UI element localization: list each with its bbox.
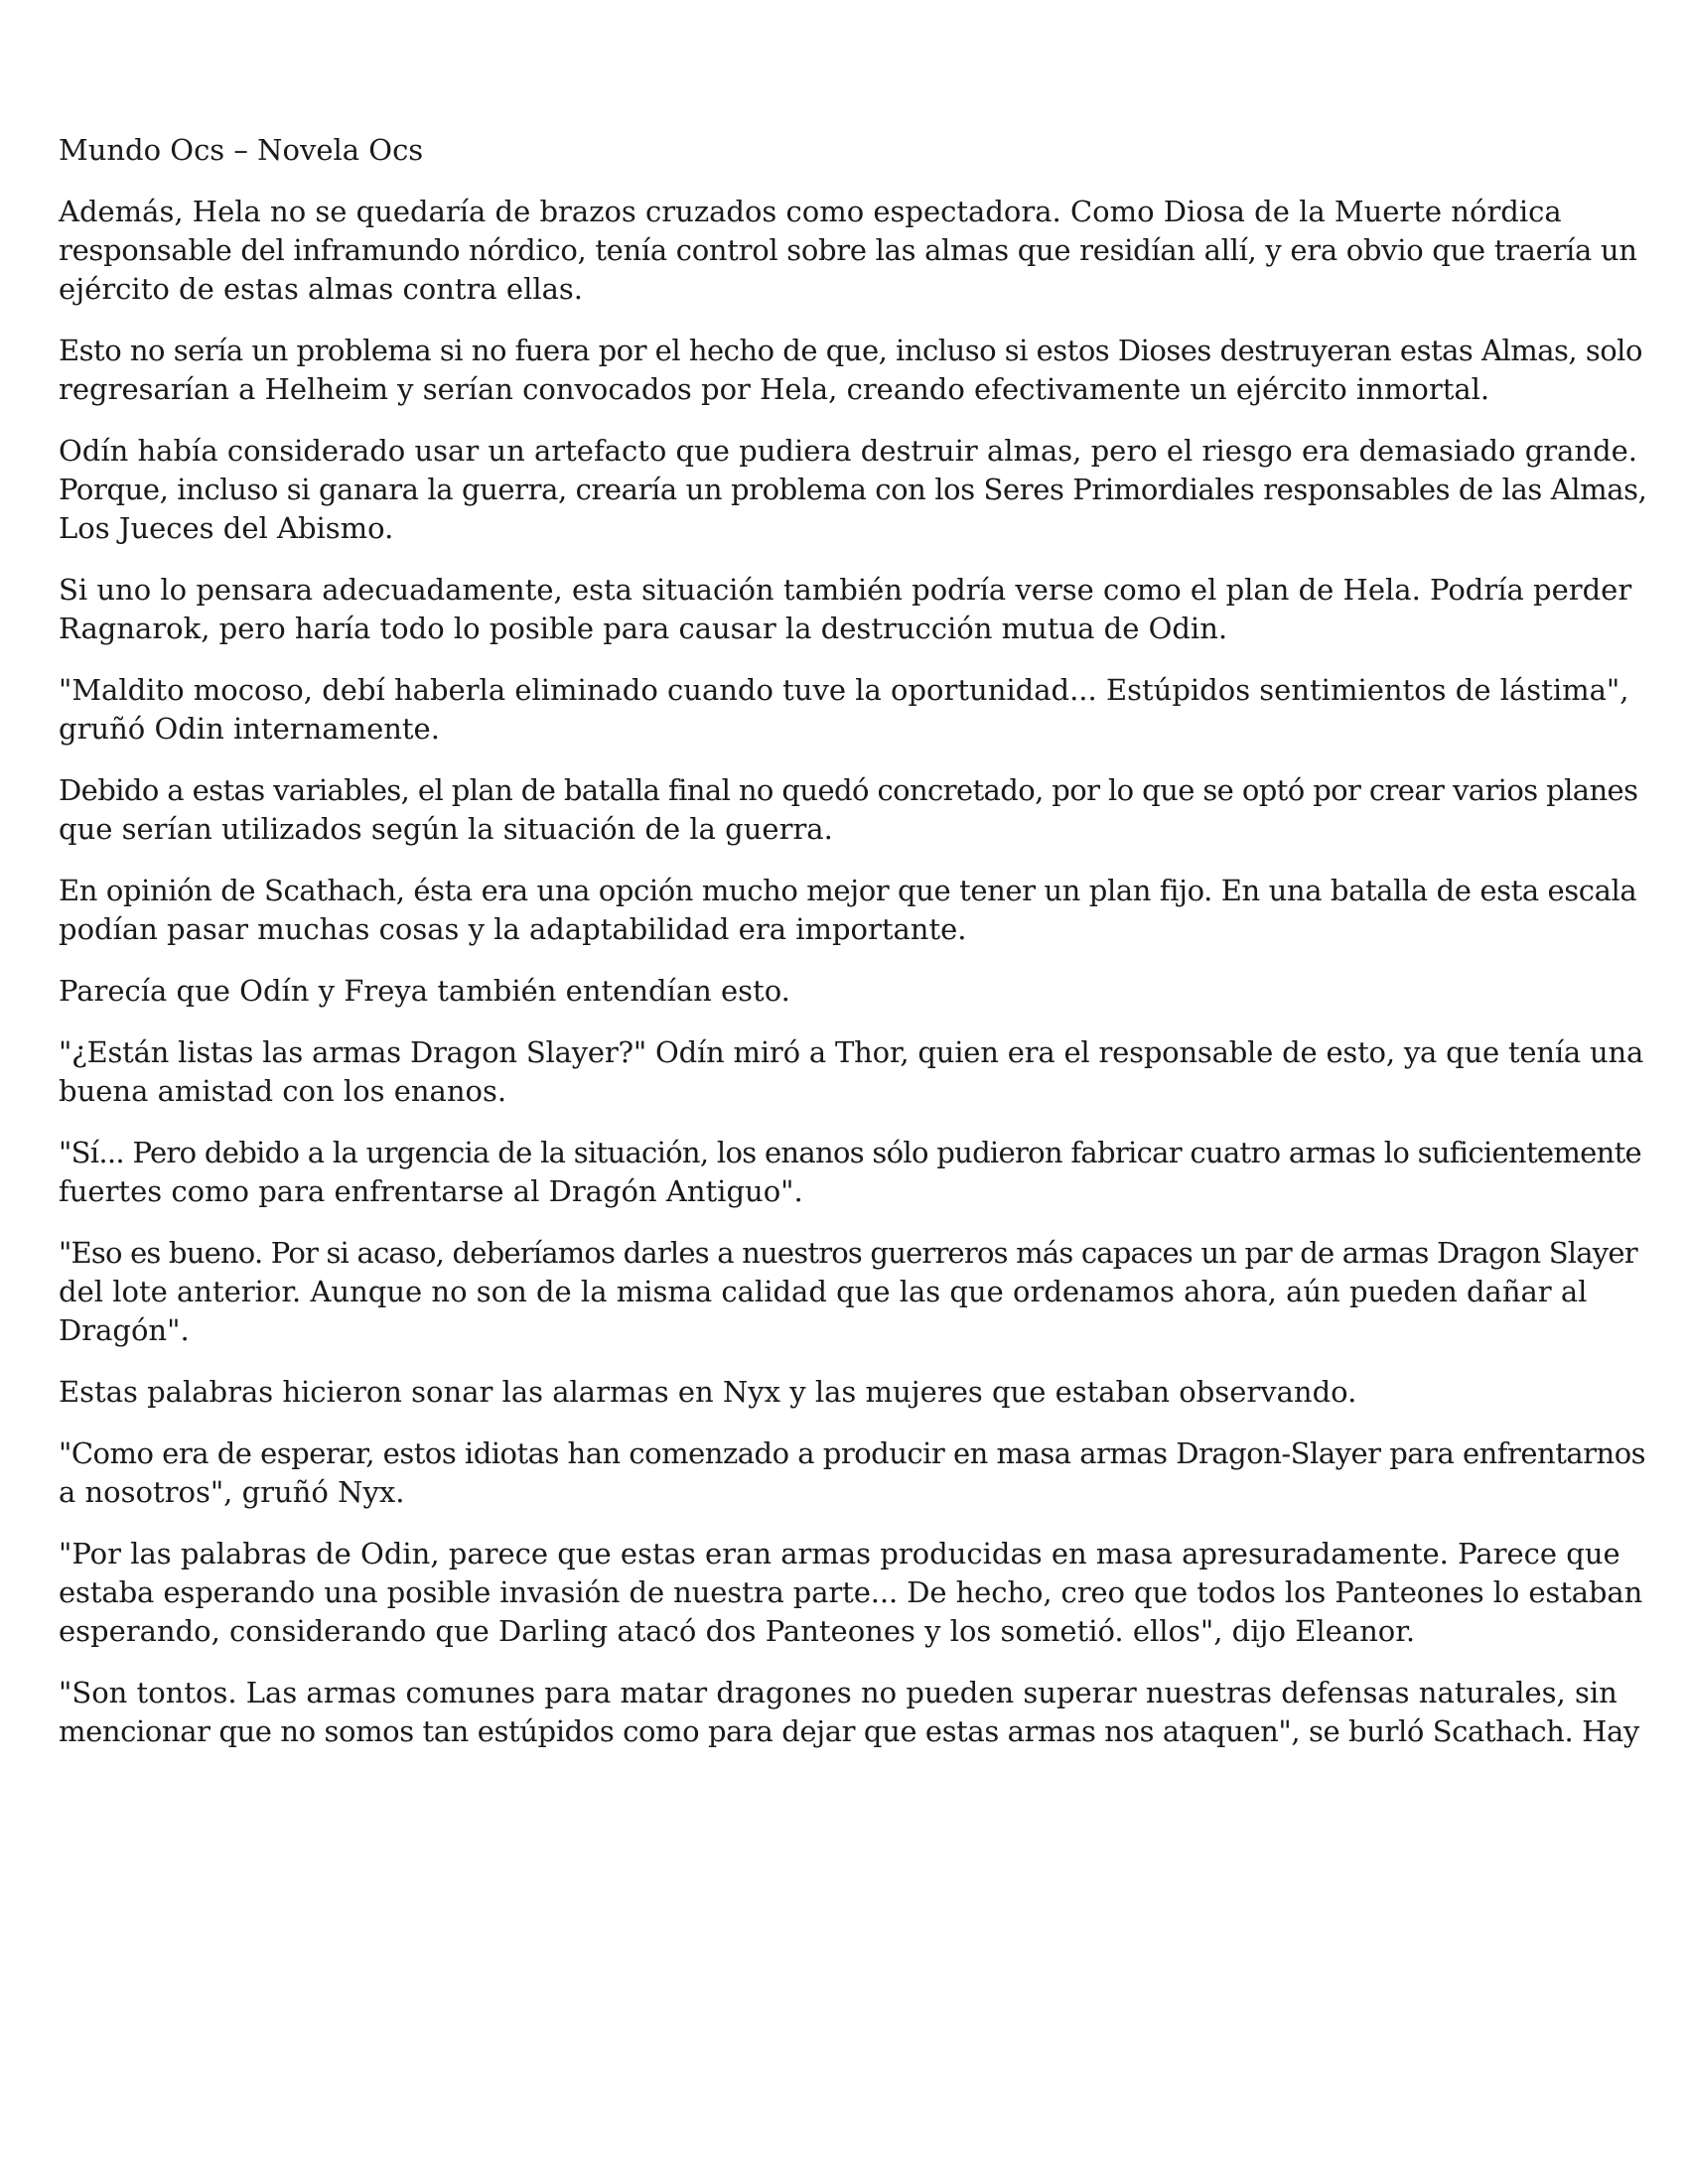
paragraph: [59, 872, 1647, 949]
text-line: Dragón".: [59, 1313, 190, 1347]
paragraph: [59, 1033, 1647, 1111]
text-line: del lote anterior. Aunque no son de la misma calidad que las que ordenamos ahora, aún pueden dañar al: [59, 1275, 1588, 1308]
text-line: Además, Hela no se quedaría de brazos cruzados como espectadora. Como Diosa de la Muerte nórdica: [59, 195, 1562, 228]
paragraph: [59, 1674, 1647, 1751]
text-line: Los Jueces del Abismo.: [59, 511, 394, 545]
document-body: [59, 131, 1647, 1774]
text-line: Ragnarok, pero haría todo lo posible para causar la destrucción mutua de Odin.: [59, 612, 1228, 645]
text-line: Parecía que Odín y Freya también entendían esto.: [59, 974, 790, 1008]
paragraph: [59, 1535, 1647, 1651]
paragraph: [59, 1373, 1647, 1412]
text-line: "Como era de esperar, estos idiotas han comenzado a producir en masa armas Dragon-Slayer para enfrentarnos: [59, 1436, 1646, 1470]
paragraph: [59, 1134, 1647, 1211]
text-line: Odín había considerado usar un artefacto que pudiera destruir almas, pero el riesgo era demasiado grande.: [59, 434, 1638, 468]
text-line: regresarían a Helheim y serían convocados por Hela, creando efectivamente un ejército inmortal.: [59, 372, 1490, 406]
text-line: Si uno lo pensara adecuadamente, esta situación también podría verse como el plan de Hela. Podría perder: [59, 573, 1632, 607]
paragraph: [59, 193, 1647, 309]
paragraph: [59, 571, 1647, 648]
text-line: esperando, considerando que Darling atacó dos Panteones y los sometió. ellos", dijo Eleanor.: [59, 1614, 1416, 1648]
text-line: "Eso es bueno. Por si acaso, deberíamos darles a nuestros guerreros más capaces un par de armas Dragon Slayer: [59, 1236, 1637, 1270]
text-line: responsable del inframundo nórdico, tenía control sobre las almas que residían allí, y era obvio que traería un: [59, 233, 1637, 267]
paragraph: [59, 332, 1647, 409]
paragraph: [59, 972, 1647, 1011]
paragraph: [59, 432, 1647, 548]
text-line: estaba esperando una posible invasión de nuestra parte... De hecho, creo que todos los Panteones lo estaban: [59, 1575, 1643, 1609]
text-line: a nosotros", gruñó Nyx.: [59, 1475, 405, 1509]
text-line: "Por las palabras de Odin, parece que estas eran armas producidas en masa apresuradamente. Parece que: [59, 1537, 1620, 1570]
text-line: buena amistad con los enanos.: [59, 1074, 507, 1108]
text-line: podían pasar muchas cosas y la adaptabilidad era importante.: [59, 912, 967, 946]
text-line: "Sí... Pero debido a la urgencia de la situación, los enanos sólo pudieron fabricar cuatro armas lo suficientemente: [59, 1136, 1642, 1169]
text-line: "Son tontos. Las armas comunes para matar dragones no pueden superar nuestras defensas naturales, sin: [59, 1676, 1618, 1709]
text-line: "Maldito mocoso, debí haberla eliminado cuando tuve la oportunidad... Estúpidos sentimientos de lástima",: [59, 673, 1629, 707]
text-line: Esto no sería un problema si no fuera por el hecho de que, incluso si estos Dioses destruyeran estas Almas, solo: [59, 334, 1642, 367]
paragraph: [59, 771, 1647, 849]
text-line: "¿Están listas las armas Dragon Slayer?" Odín miró a Thor, quien era el responsable de esto, ya que tenía una: [59, 1035, 1644, 1069]
text-line: ejército de estas almas contra ellas.: [59, 272, 584, 306]
paragraph: [59, 1434, 1647, 1512]
text-line: mencionar que no somos tan estúpidos como para dejar que estas armas nos ataquen", se burló Scathach. Hay: [59, 1714, 1639, 1748]
paragraph: [59, 1234, 1647, 1350]
text-line: Estas palabras hicieron sonar las alarmas en Nyx y las mujeres que estaban observando.: [59, 1375, 1357, 1409]
text-line: Debido a estas variables, el plan de batalla final no quedó concretado, por lo que se optó por crear varios planes: [59, 773, 1638, 807]
text-line: En opinión de Scathach, ésta era una opción mucho mejor que tener un plan fijo. En una batalla de esta escala: [59, 874, 1637, 907]
paragraph-container: [59, 193, 1647, 1751]
text-line: fuertes como para enfrentarse al Dragón Antiguo".: [59, 1174, 803, 1208]
text-line: que serían utilizados según la situación de la guerra.: [59, 812, 833, 846]
document-header: Mundo Ocs – Novela Ocs: [59, 133, 424, 167]
text-line: Porque, incluso si ganara la guerra, crearía un problema con los Seres Primordiales responsables de las Almas,: [59, 473, 1647, 506]
text-line: gruñó Odin internamente.: [59, 712, 440, 746]
paragraph: [59, 671, 1647, 749]
